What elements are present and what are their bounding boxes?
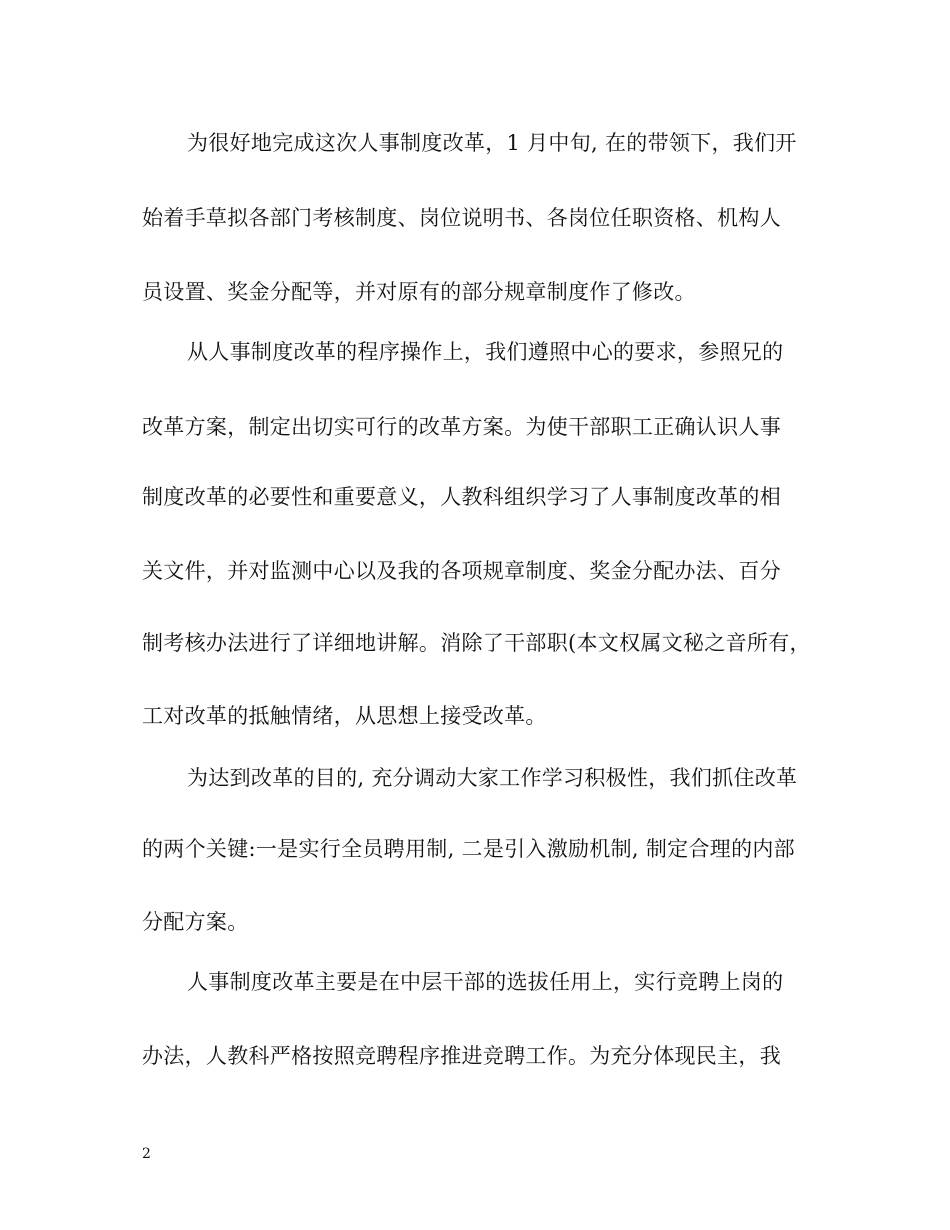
text-line-6: 制度改革的必要性和重要意义，人教科组织学习了人事制度改革的相 — [142, 485, 781, 509]
text-line-11: 的两个关键:一是实行全员聘用制, 二是引入激励机制, 制定合理的内部 — [142, 837, 795, 861]
text-line-4: 从人事制度改革的程序操作上，我们遵照中心的要求，参照兄的 — [187, 340, 784, 364]
text-line-2: 始着手草拟各部门考核制度、岗位说明书、各岗位任职资格、机构人 — [142, 206, 781, 230]
text-line-1: 为很好地完成这次人事制度改革，1 月中旬, 在的带领下，我们开 — [187, 131, 797, 155]
text-line-12: 分配方案。 — [142, 910, 249, 934]
text-line-8: 制考核办法进行了详细地讲解。消除了干部职(本文权属文秘之音所有， — [142, 631, 811, 655]
text-line-14: 办法，人教科严格按照竞聘程序推进竞聘工作。为充分体现民主，我 — [142, 1044, 781, 1068]
text-line-13: 人事制度改革主要是在中层干部的选拔任用上，实行竞聘上岗的 — [187, 970, 784, 994]
text-line-3: 员设置、奖金分配等，并对原有的部分规章制度作了修改。 — [142, 280, 696, 304]
page-number: 2 — [142, 1146, 151, 1162]
text-line-5: 改革方案，制定出切实可行的改革方案。为使干部职工正确认识人事 — [142, 415, 781, 439]
text-line-9: 工对改革的抵触情绪，从思想上接受改革。 — [142, 704, 547, 728]
text-line-10: 为达到改革的目的, 充分调动大家工作学习积极性，我们抓住改革 — [187, 766, 798, 790]
text-line-7: 关文件，并对监测中心以及我的各项规章制度、奖金分配办法、百分 — [142, 559, 781, 583]
